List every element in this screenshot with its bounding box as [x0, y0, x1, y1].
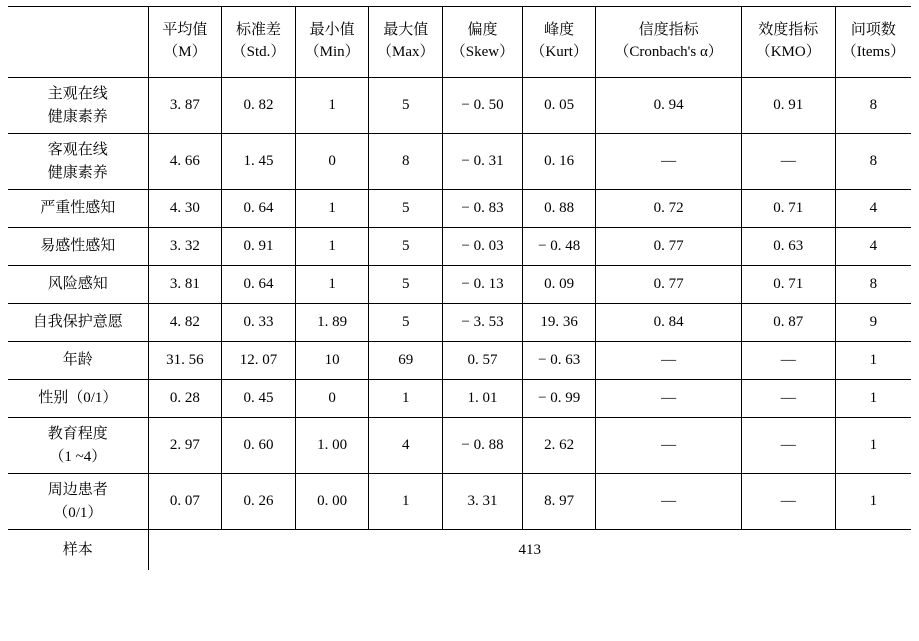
cell-skew: − 0. 13	[443, 266, 523, 304]
table-header-cell-mean	[148, 7, 222, 78]
row-label-line1: 易感性感知	[40, 238, 116, 255]
cell-validity: —	[741, 418, 835, 474]
cell-std: 0. 60	[222, 418, 296, 474]
cell-min: 1	[295, 266, 369, 304]
cell-skew: − 0. 03	[443, 228, 523, 266]
cell-skew: − 0. 50	[443, 78, 523, 134]
cell-max: 5	[369, 228, 443, 266]
cell-items: 4	[835, 190, 911, 228]
cell-reliability: 0. 77	[596, 228, 741, 266]
cell-validity: 0. 71	[741, 190, 835, 228]
table-header-cell-std	[222, 7, 296, 78]
cell-std: 12. 07	[222, 342, 296, 380]
cell-max: 5	[369, 304, 443, 342]
cell-mean: 3. 87	[148, 78, 222, 134]
cell-items: 1	[835, 342, 911, 380]
table-row	[8, 342, 911, 380]
header-line2: （Kurt）	[530, 44, 588, 60]
cell-reliability: 0. 84	[596, 304, 741, 342]
row-label	[8, 190, 148, 228]
cell-mean: 4. 66	[148, 134, 222, 190]
cell-skew: − 0. 88	[443, 418, 523, 474]
row-label	[8, 418, 148, 474]
header-line1: 信度指标	[638, 22, 699, 39]
row-label	[8, 228, 148, 266]
row-label-line1: 年龄	[62, 352, 93, 369]
cell-std: 1. 45	[222, 134, 296, 190]
table-header-row	[8, 7, 911, 78]
cell-mean: 4. 82	[148, 304, 222, 342]
cell-std: 0. 91	[222, 228, 296, 266]
cell-validity: 0. 63	[741, 228, 835, 266]
table-header-cell-items	[835, 7, 911, 78]
cell-mean: 0. 28	[148, 380, 222, 418]
row-label	[8, 134, 148, 190]
cell-mean: 2. 97	[148, 418, 222, 474]
row-label-line1: 严重性感知	[40, 200, 116, 217]
header-line1: 效度指标	[758, 22, 819, 39]
cell-max: 5	[369, 190, 443, 228]
row-label-line1: 风险感知	[47, 276, 108, 293]
table-body	[8, 78, 911, 571]
table-row	[8, 418, 911, 474]
table-row	[8, 474, 911, 530]
table-header-cell-max	[369, 7, 443, 78]
cell-min: 1	[295, 190, 369, 228]
row-label-line2: 健康素养	[47, 164, 108, 181]
table-row	[8, 380, 911, 418]
statistics-table-container	[8, 6, 911, 570]
cell-min: 1	[295, 78, 369, 134]
cell-reliability: —	[596, 380, 741, 418]
cell-kurt: 0. 16	[522, 134, 596, 190]
cell-skew: − 3. 53	[443, 304, 523, 342]
header-line1: 问项数	[850, 22, 896, 39]
cell-mean: 3. 81	[148, 266, 222, 304]
cell-min: 1	[295, 228, 369, 266]
cell-max: 69	[369, 342, 443, 380]
cell-skew: 1. 01	[443, 380, 523, 418]
table-row	[8, 190, 911, 228]
header-line1: 偏度	[467, 22, 498, 39]
header-line1: 最小值	[309, 22, 355, 39]
cell-skew: − 0. 31	[443, 134, 523, 190]
cell-std: 0. 64	[222, 190, 296, 228]
table-header-cell-validity	[741, 7, 835, 78]
cell-items: 1	[835, 474, 911, 530]
footer-label: 样本	[8, 530, 148, 571]
cell-validity: —	[741, 342, 835, 380]
cell-items: 1	[835, 380, 911, 418]
cell-kurt: − 0. 48	[522, 228, 596, 266]
table-row	[8, 228, 911, 266]
cell-validity: —	[741, 134, 835, 190]
cell-kurt: 8. 97	[522, 474, 596, 530]
header-line1: 标准差	[236, 22, 282, 39]
cell-max: 5	[369, 78, 443, 134]
cell-mean: 31. 56	[148, 342, 222, 380]
cell-std: 0. 26	[222, 474, 296, 530]
cell-items: 9	[835, 304, 911, 342]
table-footer-row	[8, 530, 911, 571]
cell-validity: 0. 87	[741, 304, 835, 342]
row-label	[8, 474, 148, 530]
table-header-cell-skew	[443, 7, 523, 78]
cell-min: 0	[295, 380, 369, 418]
cell-std: 0. 45	[222, 380, 296, 418]
row-label-line1: 教育程度	[47, 426, 108, 442]
cell-validity: 0. 71	[741, 266, 835, 304]
table-row	[8, 304, 911, 342]
cell-max: 1	[369, 474, 443, 530]
cell-reliability: 0. 72	[596, 190, 741, 228]
descriptive-statistics-table	[8, 6, 911, 570]
header-line1: 最大值	[383, 22, 429, 39]
row-label-line1: 主观在线	[47, 86, 108, 102]
cell-min: 1. 89	[295, 304, 369, 342]
table-row	[8, 134, 911, 190]
cell-std: 0. 82	[222, 78, 296, 134]
row-label	[8, 78, 148, 134]
cell-validity: —	[741, 474, 835, 530]
cell-kurt: − 0. 63	[522, 342, 596, 380]
cell-skew: 3. 31	[443, 474, 523, 530]
header-line2: （KMO）	[755, 44, 821, 60]
cell-reliability: —	[596, 134, 741, 190]
row-label-line1: 自我保护意愿	[32, 314, 123, 331]
row-label-line2: （1 ~4）	[49, 448, 107, 465]
table-row	[8, 78, 911, 134]
cell-min: 1. 00	[295, 418, 369, 474]
row-label-line1: 性别（0/1）	[38, 390, 118, 407]
cell-kurt: 0. 05	[522, 78, 596, 134]
row-label	[8, 304, 148, 342]
row-label-line1: 客观在线	[47, 142, 108, 158]
cell-max: 1	[369, 380, 443, 418]
row-label-line2: （0/1）	[53, 504, 103, 521]
cell-items: 8	[835, 266, 911, 304]
row-label	[8, 342, 148, 380]
cell-validity: 0. 91	[741, 78, 835, 134]
cell-reliability: —	[596, 418, 741, 474]
table-header-cell-reliability	[596, 7, 741, 78]
cell-reliability: —	[596, 342, 741, 380]
header-line2: （Cronbach's α）	[614, 44, 723, 60]
cell-reliability: 0. 94	[596, 78, 741, 134]
cell-min: 0	[295, 134, 369, 190]
table-header-cell-kurt	[522, 7, 596, 78]
row-label-line2: 健康素养	[47, 108, 108, 125]
row-label	[8, 380, 148, 418]
cell-items: 4	[835, 228, 911, 266]
header-line2: （Skew）	[450, 44, 515, 60]
cell-items: 1	[835, 418, 911, 474]
header-line1: 峰度	[544, 22, 575, 39]
cell-skew: 0. 57	[443, 342, 523, 380]
cell-min: 0. 00	[295, 474, 369, 530]
cell-items: 8	[835, 78, 911, 134]
row-label	[8, 266, 148, 304]
cell-skew: − 0. 83	[443, 190, 523, 228]
cell-mean: 3. 32	[148, 228, 222, 266]
cell-items: 8	[835, 134, 911, 190]
cell-kurt: 19. 36	[522, 304, 596, 342]
table-header-cell-min	[295, 7, 369, 78]
cell-kurt: 0. 88	[522, 190, 596, 228]
cell-max: 4	[369, 418, 443, 474]
table-row	[8, 266, 911, 304]
header-line2: （Std.）	[231, 44, 286, 60]
cell-mean: 0. 07	[148, 474, 222, 530]
cell-kurt: 2. 62	[522, 418, 596, 474]
header-line2: （Max）	[377, 44, 435, 60]
footer-value: 413	[148, 530, 911, 571]
row-label-line1: 周边患者	[47, 482, 108, 498]
cell-reliability: —	[596, 474, 741, 530]
cell-kurt: − 0. 99	[522, 380, 596, 418]
cell-max: 5	[369, 266, 443, 304]
cell-reliability: 0. 77	[596, 266, 741, 304]
cell-std: 0. 33	[222, 304, 296, 342]
cell-mean: 4. 30	[148, 190, 222, 228]
header-line2: （Items）	[841, 44, 906, 60]
cell-std: 0. 64	[222, 266, 296, 304]
cell-validity: —	[741, 380, 835, 418]
header-line2: （Min）	[304, 44, 360, 60]
cell-min: 10	[295, 342, 369, 380]
header-line2: （M）	[163, 44, 207, 60]
cell-kurt: 0. 09	[522, 266, 596, 304]
cell-max: 8	[369, 134, 443, 190]
header-line1: 平均值	[162, 22, 208, 39]
table-header-cell-rowlabel	[8, 7, 148, 78]
